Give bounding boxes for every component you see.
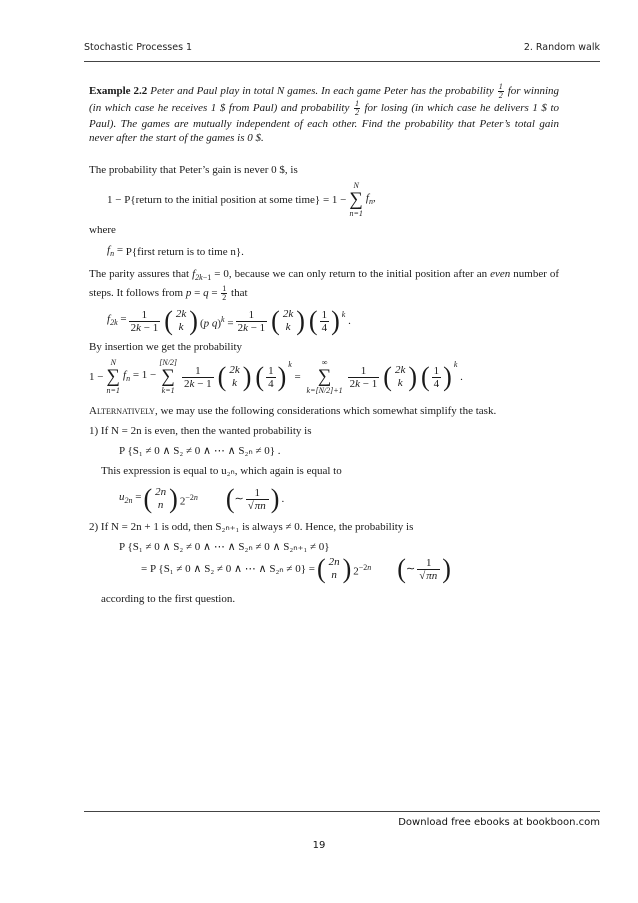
header-right: 2. Random walk [523,42,600,53]
alternatively-heading: Alternatively [89,405,155,418]
equation-2: $f_n$ = P{first return is to time n}. [107,244,244,259]
para-parity: The parity assures that $f_{2k-1} = 0$, because we can only return to the initial position after an even number of steps. It follows from p = q = $\frac{1}{2}$ that [89,268,560,303]
equation-3: $f_{2k}$ = $\frac{1}{2k - 1}$ ( 2k k ) (p q)$^k$ = $\frac{1}{2k - 1}$ ( 2k k ) ( $\frac{1}{4}$ ) $^k$ . [107,305,351,337]
case-1-text: This expression is equal to u₂ₙ, which again is equal to [101,465,342,478]
parity-even: even [490,268,511,281]
u2n-equation: $u_{2n}$ = ( 2n n ) $2^{-2n}$ ( ∼ $\frac{1}{√\pi n}$ ) . [119,483,285,515]
page-content [89,83,559,606]
footer-rule [84,811,600,812]
example-text-3: for losing (in which case he delivers 1 $ to Paul). The games are mutually independent of each other. Find the probability that Peter’s total gain never after the start of the games is 0 $. [89,102,560,144]
header-left: Stochastic Processes 1 [84,42,193,53]
header-rule [84,61,600,62]
equation-1: 1 − P{return to the initial position at some time} = 1 − N ∑ n=1 $f_n$, [107,181,376,218]
case-1-equation: P {S₁ ≠ 0 ∧ S₂ ≠ 0 ∧ ⋯ ∧ S₂ₙ ≠ 0} . [119,445,281,458]
example-text-1: Peter and Paul play in total N games. In each game Peter has the probability [150,85,494,98]
case-2-equation-1: P {S₁ ≠ 0 ∧ S₂ ≠ 0 ∧ ⋯ ∧ S₂ₙ ≠ 0 ∧ S₂ₙ₊₁ ≠ 0} [119,541,330,554]
example-text-2: for winning (in which case he receives 1 $ from Paul) and probability [89,85,560,115]
running-header [84,42,600,56]
page-number: 19 [312,840,326,851]
case-2-heading: 2) If N = 2n + 1 is odd, then S₂ₙ₊₁ is always ≠ 0. Hence, the probability is [89,521,414,534]
para-alternatively [89,404,559,418]
case-2-equation-2: = P {S₁ ≠ 0 ∧ S₂ ≠ 0 ∧ ⋯ ∧ S₂ₙ ≠ 0} = ( 2n n ) $2^{-2n}$ ( ∼ $\frac{1}{√\pi n}$ ) [141,553,451,585]
parity-text-c: number of steps. It follows from [89,268,560,300]
case-1-heading: 1) If N = 2n is even, then the wanted probability is [89,425,312,438]
alternatively-text: , we may use the following considerations which somewhat simplify the task. [154,405,497,418]
parity-text-b: , because we can only return to the initial position after an [228,268,488,281]
para-where: where [89,224,116,236]
case-2-equation-2-text: = P {S₁ ≠ 0 ∧ S₂ ≠ 0 ∧ ⋯ ∧ S₂ₙ ≠ 0} = [141,563,315,576]
fraction-half: $\frac{1}{2}$ [498,82,503,100]
case-2-ending: according to the first question. [101,593,236,606]
equation-4: 1 − N ∑ n=1 $f_n = 1$ − [N/2] ∑ k=1 $\frac{1}{2k - 1}$ ( 2k k ) ( $\frac{1}{4}$ ) $^k$ = ∞ ∑ k=[N/2]+1 $\frac{1}{2k - 1}$ ( 2k k ) ( $\frac{1}{4}$ ) $^k$ . [89,358,463,396]
equation-1-left: 1 − P{return to the initial position at some time} = 1 − [107,194,347,206]
parity-text-d: that [231,287,248,300]
sum-symbol: N ∑ n=1 [349,181,363,218]
fraction-half: $\frac{1}{2}$ [222,284,227,303]
example-2-2 [89,83,559,145]
para-intro: The probability that Peter’s gain is never 0 $, is [89,164,298,176]
fraction-half: $\frac{1}{2}$ [354,99,359,117]
equation-2-text: P{first return is to time n}. [125,246,244,259]
para-insertion: By insertion we get the probability [89,341,243,354]
footer-link[interactable]: Download free ebooks at bookboon.com [398,817,600,828]
example-label: Example 2.2 [89,85,148,98]
parity-text-a: The parity assures that [89,268,190,281]
